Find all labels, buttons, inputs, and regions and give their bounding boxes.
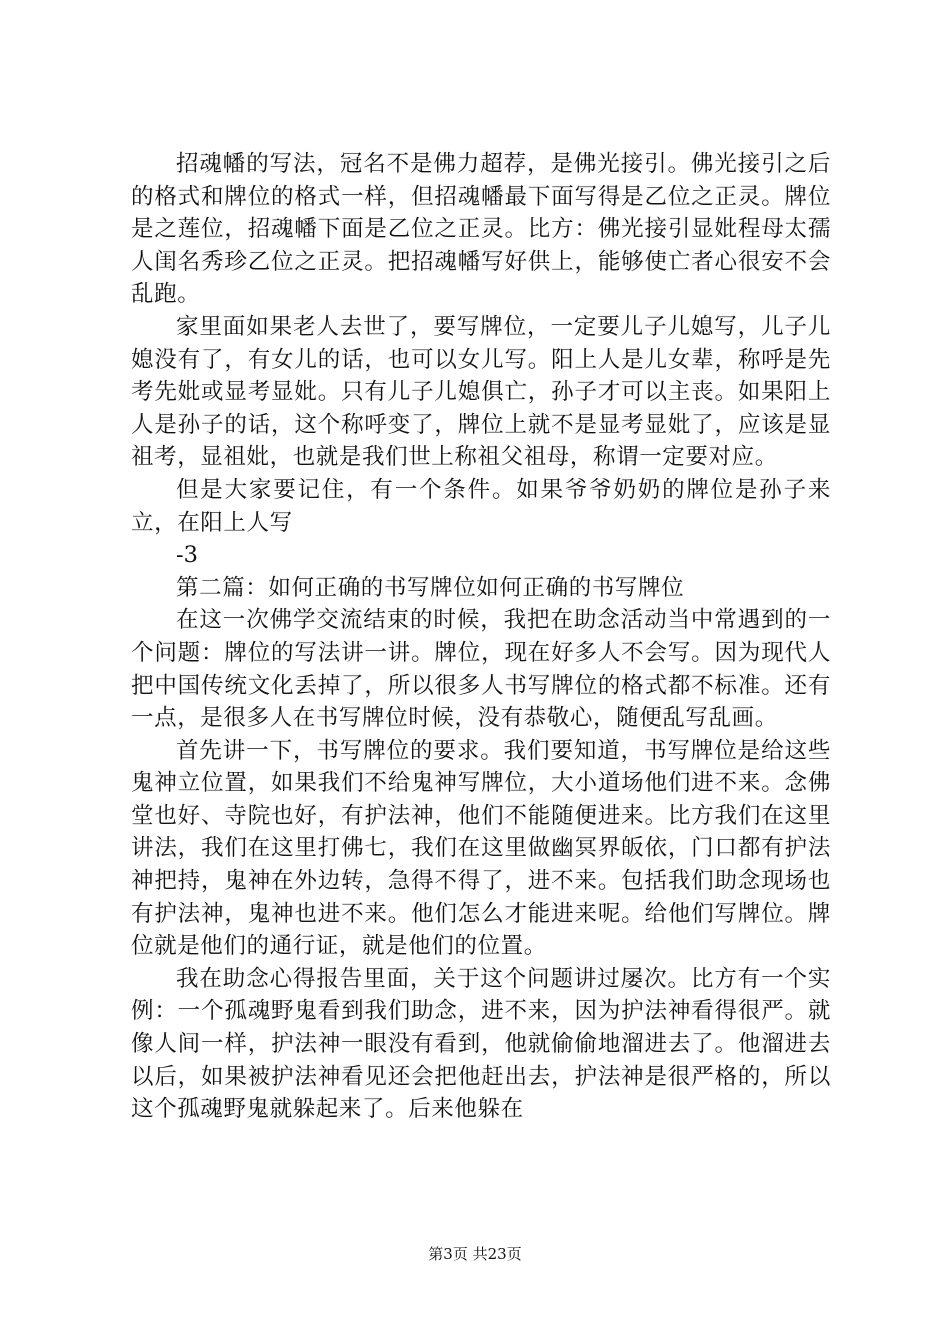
section-paragraph-1: 在这一次佛学交流结束的时候，我把在助念活动当中常遇到的一个问题：牌位的写法讲一讲。牌位，现在好多人不会写。因为现代人把中国传统文化丢掉了，所以很多人书写牌位的格式都不标准。还有一点，是很多人在书写牌位时候，没有恭敬心，随便乱写乱画。 bbox=[131, 607, 831, 732]
paragraph-1: 招魂幡的写法，冠名不是佛力超荐，是佛光接引。佛光接引之后的格式和牌位的格式一样，但招魂幡最下面写得是乙位之正灵。牌位是之莲位，招魂幡下面是乙位之正灵。比方：佛光接引显妣程母太孺人闺名秀珍乙位之正灵。把招魂幡写好供上，能够使亡者心很安不会乱跑。 bbox=[131, 151, 831, 308]
section-title: 第二篇：如何正确的书写牌位如何正确的书写牌位 bbox=[176, 574, 685, 601]
section-paragraph-3: 我在助念心得报告里面，关于这个问题讲过屡次。比方有一个实例：一个孤魂野鬼看到我们助念，进不来，因为护法神看得很严。就像人间一样，护法神一眼没有看到，他就偷偷地溜进去了。他溜进去以后，如果被护法神看见还会把他赶出去，护法神是很严格的，所以这个孤魂野鬼就躲起来了。后来他躲在 bbox=[131, 965, 831, 1123]
section-paragraph-2: 首先讲一下，书写牌位的要求。我们要知道，书写牌位是给这些鬼神立位置，如果我们不给鬼神写牌位，大小道场他们进不来。念佛堂也好、寺院也好，有护法神，他们不能随便进来。比方我们在这里讲法，我们在这里打佛七，我们在这里做幽冥界皈依，门口都有护法神把持，鬼神在外边转，急得不得了，进不来。包括我们助念现场也有护法神，鬼神也进不来。他们怎么才能进来呢。给他们写牌位。牌位就是他们的通行证，就是他们的位置。 bbox=[131, 737, 831, 960]
paragraph-2: 家里面如果老人去世了，要写牌位，一定要儿子儿媳写，儿子儿媳没有了，有女儿的话，也可以女儿写。阳上人是儿女辈，称呼是先考先妣或显考显妣。只有儿子儿媳俱亡，孙子才可以主丧。如果阳上人是孙子的话，这个称呼变了，牌位上就不是显考显妣了，应该是显祖考，显祖妣，也就是我们世上称祖父祖母，称谓一定要对应。 bbox=[131, 313, 831, 471]
page-footer: 第3页 共23页 bbox=[428, 1245, 522, 1263]
page-marker: -3 bbox=[176, 542, 198, 569]
paragraph-3: 但是大家要记住，有一个条件。如果爷爷奶奶的牌位是孙子来立，在阳上人写 bbox=[131, 476, 831, 536]
document-body bbox=[131, 148, 831, 1126]
